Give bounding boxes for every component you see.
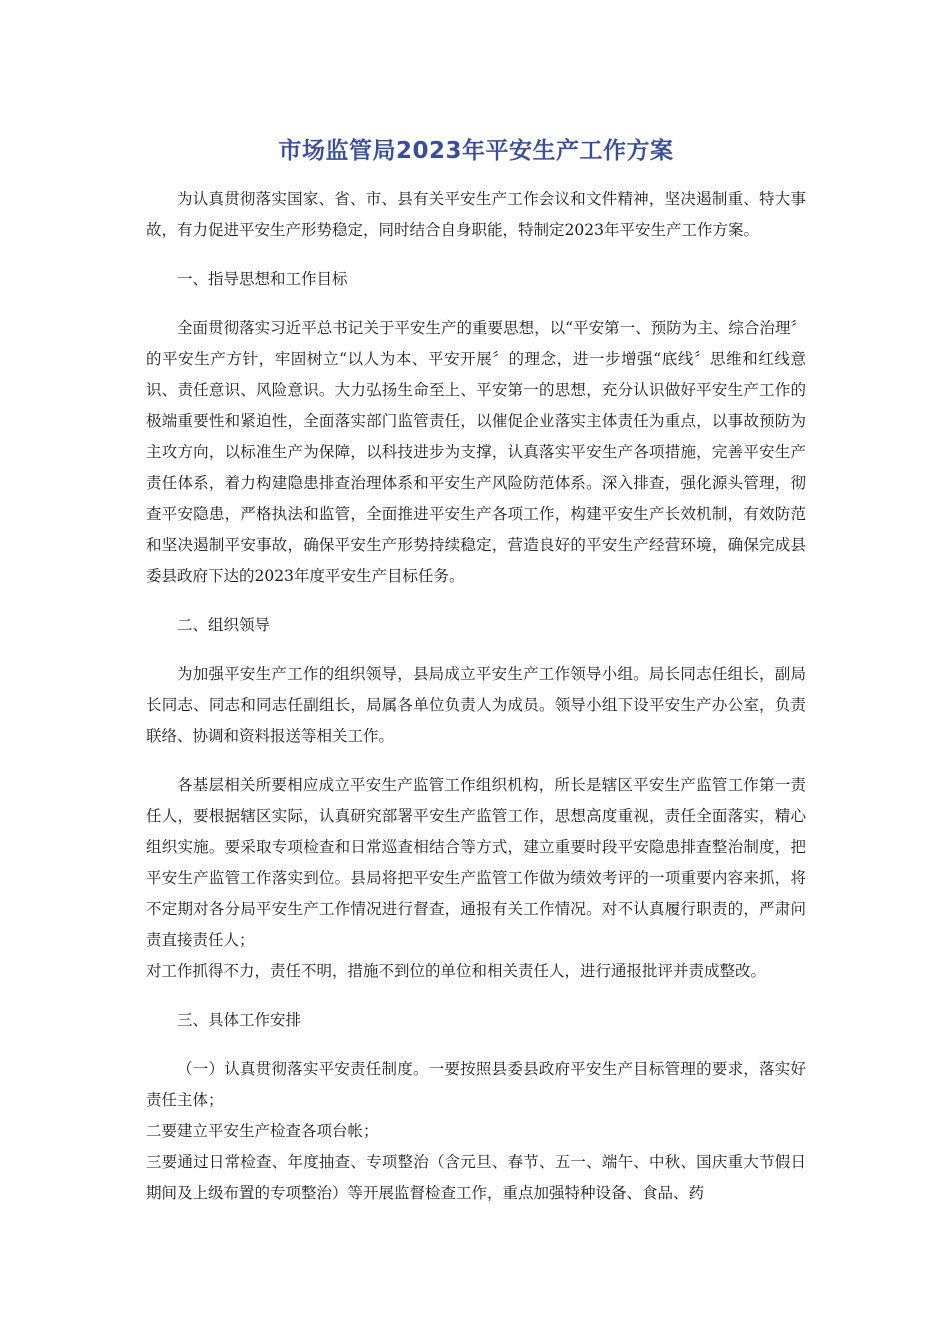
guiding-ideology-paragraph: 全面贯彻落实习近平总书记关于平安生产的重要思想，以“平安第一、预防为主、综合治理〞的平安生产方针，牢固树立“以人为本、平安开展〞的理念，进一步增强“底线〞思维和红线意识、责任意识、风险意识。大力弘扬生命至上、平安第一的思想，充分认识做好平安生产工作的极端重要性和紧迫性，全面落实部门监管责任，以催促企业落实主体责任为重点，以事故预防为主攻方向，以标准生产为保障，以科技进步为支撑，认真落实平安生产各项措施，完善平安生产责任体系，着力构建隐患排查治理体系和平安生产风险防范体系。深入排查，强化源头管理，彻查平安隐患，严格执法和监管，全面推进平安生产各项工作，构建平安生产长效机制，有效防范和坚决遏制平安事故，确保平安生产形势持续稳定，营造良好的平安生产经营环境，确保完成县委县政府下达的2023年度平安生产目标任务。 — [146, 319, 806, 585]
section-heading-work-arrangement: 三、具体工作安排 — [177, 1011, 302, 1029]
section-heading-organization: 二、组织领导 — [177, 616, 271, 634]
organization-paragraph-2-continued: 对工作抓得不力，责任不明，措施不到位的单位和相关责任人，进行通报批评并责成整改。 — [146, 962, 767, 980]
intro-paragraph: 为认真贯彻落实国家、省、市、县有关平安生产工作会议和文件精神，坚决遏制重、特大事故，有力促进平安生产形势稳定，同时结合自身职能，特制定2023年平安生产工作方案。 — [146, 190, 806, 239]
document-page — [146, 0, 806, 1209]
organization-paragraph-2: 各基层相关所要相应成立平安生产监管工作组织机构，所长是辖区平安生产监管工作第一责任人，要根据辖区实际，认真研究部署平安生产监管工作，思想高度重视，责任全面落实，精心组织实施。要采取专项检查和日常巡查相结合等方式，建立重要时段平安隐患排查整治制度，把平安生产监管工作落实到位。县局将把平安生产监管工作做为绩效考评的一项重要内容来抓，将不定期对各分局平安生产工作情况进行督查，通报有关工作情况。对不认真履行职责的，严肃问责直接责任人； — [146, 776, 806, 949]
document-body — [146, 184, 806, 1209]
work-item-2: 二要建立平安生产检查各项台帐； — [146, 1122, 379, 1140]
organization-paragraph-1: 为加强平安生产工作的组织领导，县局成立平安生产工作领导小组。局长同志任组长，副局长同志、同志和同志任副组长，局属各单位负责人为成员。领导小组下设平安生产办公室，负责联络、协调和资料报送等相关工作。 — [146, 665, 806, 745]
document-title: 市场监管局2023年平安生产工作方案 — [278, 138, 674, 164]
section-heading-guiding-ideology: 一、指导思想和工作目标 — [177, 270, 348, 288]
work-item-3: 三要通过日常检查、年度抽查、专项整治（含元旦、春节、五一、端午、中秋、国庆重大节假日期间及上级布置的专项整治）等开展监督检查工作，重点加强特种设备、食品、药 — [146, 1153, 806, 1202]
work-item-1: （一）认真贯彻落实平安责任制度。一要按照县委县政府平安生产目标管理的要求，落实好责任主体； — [146, 1060, 806, 1109]
